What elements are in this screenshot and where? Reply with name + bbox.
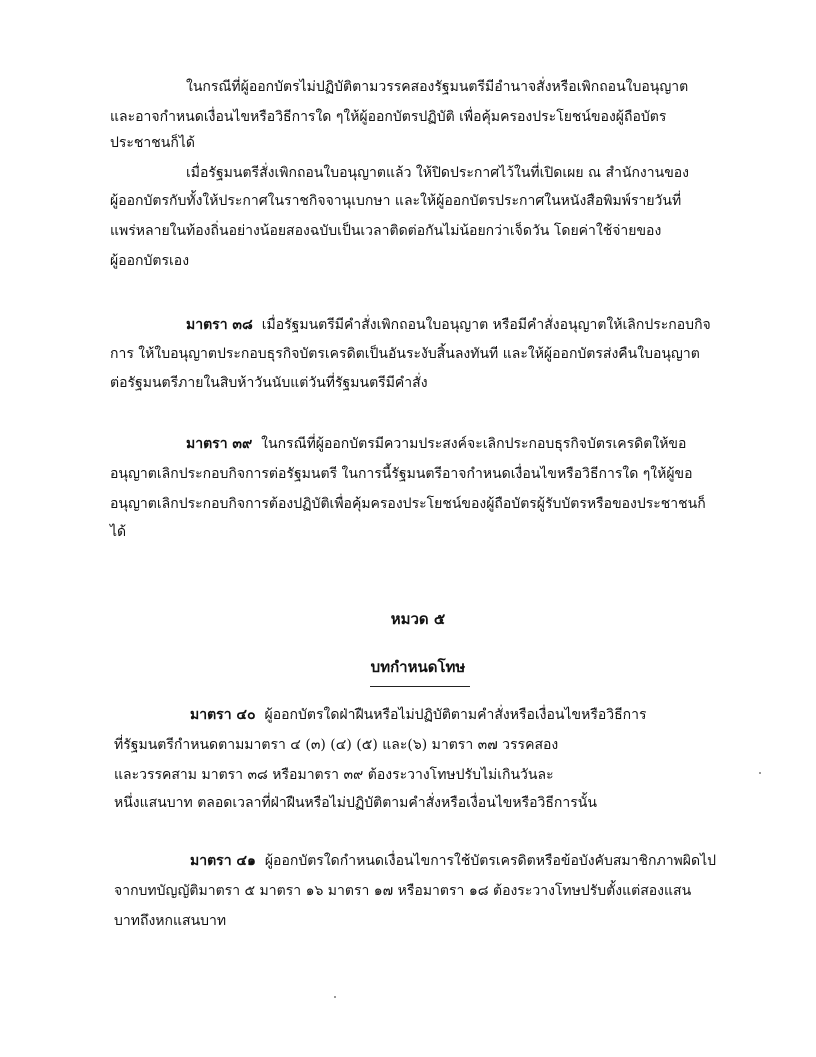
section-38-label: มาตรา ๓๘ xyxy=(186,317,253,333)
subtitle-underline xyxy=(370,686,470,687)
chapter-subtitle: บทกำหนดโทษ xyxy=(370,658,466,676)
section-41-line-3: บาทถึงหกแสนบาท xyxy=(114,913,227,929)
section-38-line-2: การ ให้ใบอนุญาตประกอบธุรกิจบัตรเครดิตเป็นอันระงับสิ้นลงทันที และให้ผู้ออกบัตรส่งคืนใบอนุญาต xyxy=(110,346,700,362)
paragraph-1-line-1: ในกรณีที่ผู้ออกบัตรไม่ปฏิบัติตามวรรคสองรัฐมนตรีมีอำนาจสั่งหรือเพิกถอนใบอนุญาต xyxy=(186,79,689,95)
section-39-line-4: ได้ xyxy=(110,524,127,540)
section-38-line-3: ต่อรัฐมนตรีภายในสิบห้าวันนับแต่วันที่รัฐมนตรีมีคำสั่ง xyxy=(110,375,428,391)
paragraph-1-line-3: ประชาชนก็ได้ xyxy=(110,135,195,151)
section-41-first-line xyxy=(190,850,716,872)
paragraph-1-line-2: และอาจกำหนดเงื่อนไขหรือวิธีการใด ๆให้ผู้ออกบัตรปฏิบัติ เพื่อคุ้มครองประโยชน์ของผู้ถือบัตร xyxy=(110,109,667,125)
section-38-first-line xyxy=(186,314,711,336)
section-41-label: มาตรา ๔๑ xyxy=(190,853,256,869)
section-39-line-2: อนุญาตเลิกประกอบกิจการต่อรัฐมนตรี ในการนี้รัฐมนตรีอาจกำหนดเงื่อนไขหรือวิธีการใด ๆให้ผู้ขอ xyxy=(110,466,693,482)
section-40-line-3: และวรรคสาม มาตรา ๓๘ หรือมาตรา ๓๙ ต้องระวางโทษปรับไม่เกินวันละ xyxy=(114,767,554,783)
paragraph-2-line-4: ผู้ออกบัตรเอง xyxy=(110,253,190,269)
scan-speck xyxy=(759,772,761,774)
section-38-line-1: เมื่อรัฐมนตรีมีคำสั่งเพิกถอนใบอนุญาต หรือมีคำสั่งอนุญาตให้เลิกประกอบกิจ xyxy=(261,317,711,333)
section-41-line-1: ผู้ออกบัตรใดกำหนดเงื่อนไขการใช้บัตรเครดิตหรือข้อบังคับสมาชิกภาพผิดไป xyxy=(264,853,716,869)
section-41-line-2: จากบทบัญญัติมาตรา ๕ มาตรา ๑๖ มาตรา ๑๗ หรือมาตรา ๑๘ ต้องระวางโทษปรับตั้งแต่สองแสน xyxy=(114,883,692,899)
section-39-line-3: อนุญาตเลิกประกอบกิจการต้องปฏิบัติเพื่อคุ้มครองประโยชน์ของผู้ถือบัตรผู้รับบัตรหรือของประชาชนก็ xyxy=(110,496,706,512)
section-40-line-4: หนึ่งแสนบาท ตลอดเวลาที่ฝ่าฝืนหรือไม่ปฏิบัติตามคำสั่งหรือเงื่อนไขหรือวิธีการนั้น xyxy=(114,795,597,811)
section-39-label: มาตรา ๓๙ xyxy=(186,436,253,452)
chapter-title: หมวด ๕ xyxy=(390,610,446,628)
section-39-first-line xyxy=(186,433,686,455)
paragraph-2-line-1: เมื่อรัฐมนตรีสั่งเพิกถอนใบอนุญาตแล้ว ให้ปิดประกาศไว้ในที่เปิดเผย ณ สำนักงานของ xyxy=(186,165,690,181)
paragraph-2-line-3: แพร่หลายในท้องถิ่นอย่างน้อยสองฉบับเป็นเวลาติดต่อกันไม่น้อยกว่าเจ็ดวัน โดยค่าใช้จ่ายของ xyxy=(110,223,662,239)
scan-speck xyxy=(334,996,336,998)
section-40-label: มาตรา ๔๐ xyxy=(190,707,256,723)
paragraph-2-line-2: ผู้ออกบัตรกับทั้งให้ประกาศในราชกิจจานุเบกษา และให้ผู้ออกบัตรประกาศในหนังสือพิมพ์รายวันที่ xyxy=(110,193,682,209)
section-40-first-line xyxy=(190,704,647,726)
section-40-line-2: ที่รัฐมนตรีกำหนดตามมาตรา ๔ (๓) (๔) (๕) และ(๖) มาตรา ๓๗ วรรคสอง xyxy=(114,737,559,753)
section-39-line-1: ในกรณีที่ผู้ออกบัตรมีความประสงค์จะเลิกประกอบธุรกิจบัตรเครดิตให้ขอ xyxy=(261,436,687,452)
section-40-line-1: ผู้ออกบัตรใดฝ่าฝืนหรือไม่ปฏิบัติตามคำสั่งหรือเงื่อนไขหรือวิธีการ xyxy=(264,707,647,723)
